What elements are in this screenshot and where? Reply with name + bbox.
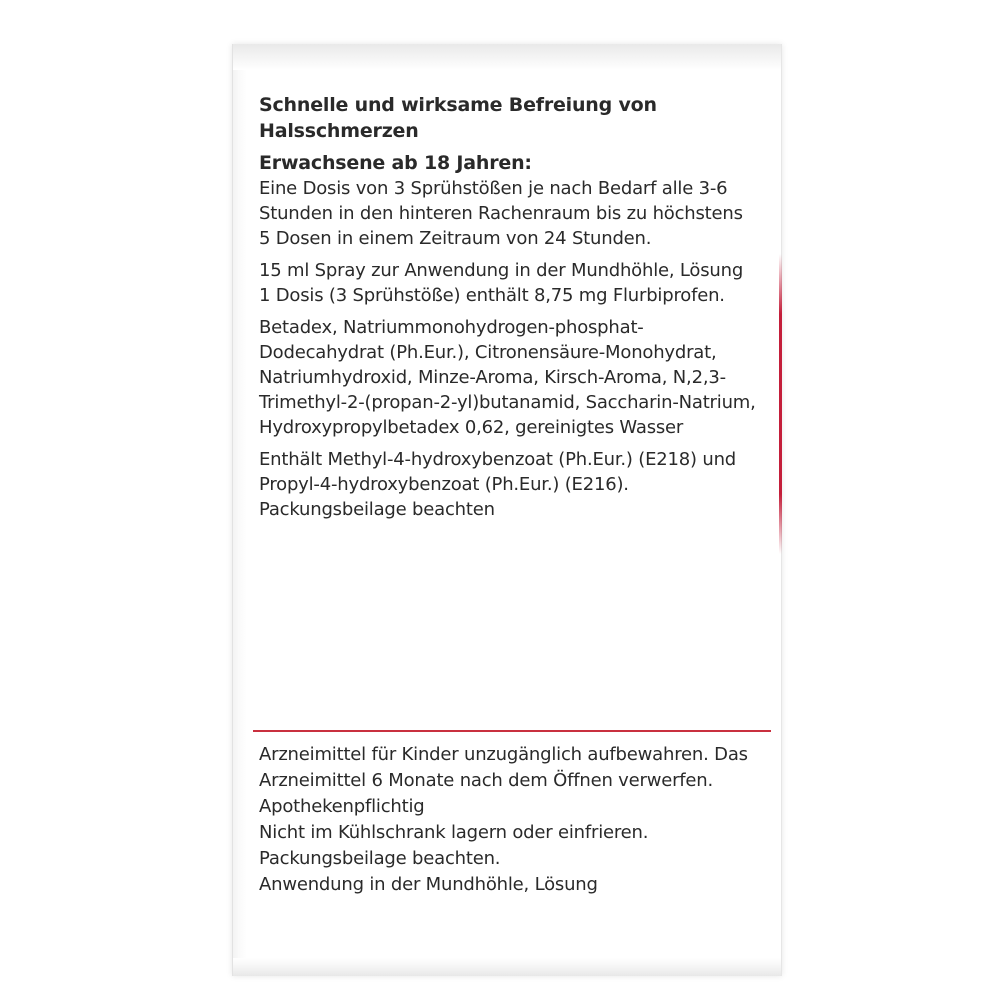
section-divider: [253, 730, 771, 732]
warning-no-refrigerate: Nicht im Kühlschrank lagern oder einfrieren.: [259, 822, 649, 843]
warning-pharmacy-only: Apothekenpflichtig: [259, 796, 425, 817]
package-text-upper: [259, 92, 759, 529]
preservatives-text: Enthält Methyl-4-hydroxybenzoat (Ph.Eur.) (E218) und Propyl-4-hydroxybenzoat (Ph.Eur.) (E216). Packungsbeilage beachten: [259, 449, 736, 520]
package-side-panel: [232, 44, 782, 976]
warning-storage-children: Arzneimittel für Kinder unzugänglich aufbewahren. Das Arzneimittel 6 Monate nach dem Öffnen verwerfen.: [259, 744, 748, 791]
content-text: 1 Dosis (3 Sprühstöße) enthält 8,75 mg Flurbiprofen.: [259, 285, 725, 306]
dosage-heading: Erwachsene ab 18 Jahren:: [259, 152, 532, 174]
dosage-text: Eine Dosis von 3 Sprühstößen je nach Bedarf alle 3-6 Stunden in den hinteren Rachenraum bis zu höchstens 5 Dosen in einem Zeitraum von 24 Stunden.: [259, 178, 743, 249]
package-title: Schnelle und wirksame Befreiung von Halsschmerzen: [259, 94, 657, 142]
warning-application: Anwendung in der Mundhöhle, Lösung: [259, 874, 598, 895]
warning-leaflet: Packungsbeilage beachten.: [259, 848, 501, 869]
package-bottom-fold: [233, 958, 781, 976]
package-text-lower: [259, 742, 759, 898]
form-text: 15 ml Spray zur Anwendung in der Mundhöhle, Lösung: [259, 260, 744, 281]
ingredients-text: Betadex, Natriummonohydrogen-phosphat-Dodecahydrat (Ph.Eur.), Citronensäure-Monohydrat, Natriumhydroxid, Minze-Aroma, Kirsch-Aroma, N,2,3-Trimethyl-2-(propan-2-yl)butanamid, Saccharin-Natrium, Hydroxypropylbetadex 0,62, gereinigtes Wasser: [259, 317, 756, 438]
package-top-fold: [233, 44, 781, 70]
package-accent-stripe: [779, 254, 782, 554]
